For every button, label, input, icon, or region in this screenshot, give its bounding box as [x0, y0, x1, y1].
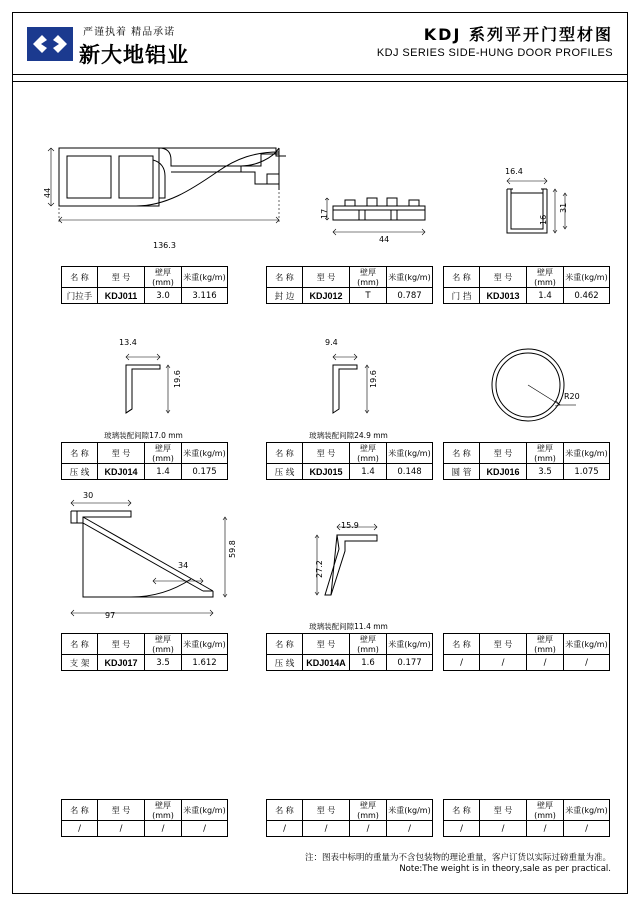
- spec-table-empty-1: [443, 633, 610, 671]
- table-row: [267, 464, 433, 480]
- col-header-thickness: 壁厚(mm): [145, 634, 182, 655]
- dimension-kdj012-width: 44: [379, 235, 390, 244]
- dimension-kdj015-width: 9.4: [325, 338, 338, 347]
- col-header-model: 型 号: [303, 267, 350, 288]
- col-header-weight: 米重(kg/m): [564, 267, 610, 288]
- spec-table-empty-2: [61, 799, 228, 837]
- col-header-thickness: 壁厚(mm): [145, 800, 182, 821]
- logo-block: [21, 21, 321, 69]
- cell-model: KDJ012: [303, 288, 350, 304]
- cell-weight: 1.612: [182, 655, 228, 671]
- dimension-kdj011-width: 136.3: [153, 241, 176, 250]
- table-row: [62, 655, 228, 671]
- col-header-name: 名 称: [267, 267, 303, 288]
- page-header: [13, 13, 627, 75]
- table-row: [444, 288, 610, 304]
- dimension-kdj014-height: 19.6: [173, 370, 182, 388]
- col-header-model: 型 号: [480, 800, 527, 821]
- cell-name: 压 线: [62, 464, 98, 480]
- col-header-thickness: 壁厚(mm): [145, 267, 182, 288]
- cell-name: 门拉手: [62, 288, 98, 304]
- profile-drawing-kdj016: [468, 343, 598, 428]
- col-header-model: 型 号: [98, 800, 145, 821]
- col-header-name: 名 称: [267, 443, 303, 464]
- cell-name: /: [62, 821, 98, 837]
- dimension-kdj013-height: 31: [559, 202, 568, 213]
- spec-table-kdj011: [61, 266, 228, 304]
- col-header-thickness: 壁厚(mm): [350, 267, 387, 288]
- cell-weight: 0.462: [564, 288, 610, 304]
- cell-thickness: /: [527, 821, 564, 837]
- cell-weight: 3.116: [182, 288, 228, 304]
- dimension-kdj017-height: 59.8: [228, 540, 237, 558]
- cell-model: KDJ017: [98, 655, 145, 671]
- table-row: [444, 655, 610, 671]
- col-header-weight: 米重(kg/m): [387, 800, 433, 821]
- col-header-thickness: 壁厚(mm): [350, 800, 387, 821]
- footer-note-en: Note:The weight is in theory,sale as per practical.: [399, 864, 611, 874]
- col-header-model: 型 号: [98, 634, 145, 655]
- dimension-kdj014a-width: 15.9: [341, 521, 359, 530]
- table-row: [444, 464, 610, 480]
- cell-thickness: 3.0: [145, 288, 182, 304]
- profile-drawing-kdj013: [493, 171, 583, 246]
- col-header-weight: 米重(kg/m): [182, 443, 228, 464]
- table-row: [62, 464, 228, 480]
- col-header-model: 型 号: [480, 634, 527, 655]
- dimension-kdj014a-height: 27.2: [315, 560, 324, 578]
- col-header-weight: 米重(kg/m): [182, 800, 228, 821]
- cell-model: /: [98, 821, 145, 837]
- cell-weight: 0.177: [387, 655, 433, 671]
- dimension-kdj016-radius: R20: [564, 392, 580, 401]
- cell-thickness: 1.6: [350, 655, 387, 671]
- spec-table-kdj016: [443, 442, 610, 480]
- col-header-thickness: 壁厚(mm): [527, 267, 564, 288]
- cell-weight: 0.787: [387, 288, 433, 304]
- col-header-name: 名 称: [62, 800, 98, 821]
- cell-model: KDJ011: [98, 288, 145, 304]
- cell-name: /: [267, 821, 303, 837]
- glass-gap-note-kdj015: 玻璃装配间隙24.9 mm: [309, 431, 388, 440]
- profile-drawing-kdj011: [41, 128, 286, 253]
- cell-name: 压 线: [267, 655, 303, 671]
- company-name: 新大地铝业: [79, 43, 189, 67]
- sheet-border: [12, 12, 628, 894]
- dimension-kdj014-width: 13.4: [119, 338, 137, 347]
- cell-thickness: T: [350, 288, 387, 304]
- col-header-name: 名 称: [444, 267, 480, 288]
- cell-thickness: 1.4: [527, 288, 564, 304]
- col-header-thickness: 壁厚(mm): [527, 800, 564, 821]
- page-title-cn: KDJ 系列平开门型材图: [423, 25, 613, 44]
- col-header-name: 名 称: [267, 800, 303, 821]
- col-header-weight: 米重(kg/m): [564, 800, 610, 821]
- cell-name: 压 线: [267, 464, 303, 480]
- spec-table-kdj014: [61, 442, 228, 480]
- table-row: [62, 821, 228, 837]
- col-header-name: 名 称: [62, 267, 98, 288]
- col-header-weight: 米重(kg/m): [387, 634, 433, 655]
- dimension-kdj013-width: 16.4: [505, 167, 523, 176]
- cell-name: /: [444, 655, 480, 671]
- col-header-weight: 米重(kg/m): [387, 443, 433, 464]
- spec-table-empty-4: [443, 799, 610, 837]
- col-header-name: 名 称: [62, 634, 98, 655]
- cell-weight: /: [182, 821, 228, 837]
- col-header-model: 型 号: [303, 443, 350, 464]
- cell-thickness: 1.4: [145, 464, 182, 480]
- spec-table-kdj017: [61, 633, 228, 671]
- col-header-model: 型 号: [480, 267, 527, 288]
- profile-drawing-kdj014: [108, 343, 198, 423]
- col-header-thickness: 壁厚(mm): [350, 634, 387, 655]
- col-header-thickness: 壁厚(mm): [527, 634, 564, 655]
- col-header-thickness: 壁厚(mm): [145, 443, 182, 464]
- profile-drawing-kdj015: [313, 343, 403, 423]
- dimension-kdj012-height: 17: [320, 208, 329, 219]
- cell-weight: 0.148: [387, 464, 433, 480]
- col-header-model: 型 号: [98, 267, 145, 288]
- col-header-weight: 米重(kg/m): [182, 634, 228, 655]
- col-header-name: 名 称: [444, 800, 480, 821]
- footer-note-cn: 注：图表中标明的重量为不含包装物的理论重量，客户订货以实际过磅重量为准。: [304, 853, 611, 863]
- spec-table-kdj013: [443, 266, 610, 304]
- cell-model: KDJ013: [480, 288, 527, 304]
- cell-thickness: /: [350, 821, 387, 837]
- cell-weight: /: [564, 655, 610, 671]
- col-header-model: 型 号: [98, 443, 145, 464]
- col-header-model: 型 号: [303, 800, 350, 821]
- cell-name: 门 挡: [444, 288, 480, 304]
- col-header-name: 名 称: [62, 443, 98, 464]
- col-header-weight: 米重(kg/m): [387, 267, 433, 288]
- cell-name: /: [444, 821, 480, 837]
- glass-gap-note-kdj014a: 玻璃装配间隙11.4 mm: [309, 622, 388, 631]
- dimension-kdj013-inner: 16: [539, 214, 548, 225]
- cell-model: KDJ016: [480, 464, 527, 480]
- col-header-thickness: 壁厚(mm): [527, 443, 564, 464]
- cell-name: 封 边: [267, 288, 303, 304]
- spec-table-empty-3: [266, 799, 433, 837]
- col-header-weight: 米重(kg/m): [564, 634, 610, 655]
- col-header-model: 型 号: [480, 443, 527, 464]
- dimension-kdj011-height: 44: [43, 187, 52, 198]
- spec-table-kdj014a: [266, 633, 433, 671]
- table-row: [62, 288, 228, 304]
- col-header-weight: 米重(kg/m): [564, 443, 610, 464]
- cell-weight: /: [387, 821, 433, 837]
- cell-thickness: /: [527, 655, 564, 671]
- cell-thickness: /: [145, 821, 182, 837]
- spec-table-kdj012: [266, 266, 433, 304]
- cell-weight: /: [564, 821, 610, 837]
- dimension-kdj017-top: 30: [83, 491, 94, 500]
- table-row: [267, 288, 433, 304]
- cell-name: 圆 管: [444, 464, 480, 480]
- cell-thickness: 3.5: [145, 655, 182, 671]
- header-divider: [13, 81, 627, 82]
- col-header-name: 名 称: [444, 634, 480, 655]
- profile-drawing-kdj017: [53, 493, 253, 628]
- page-title-en: KDJ SERIES SIDE-HUNG DOOR PROFILES: [376, 47, 613, 59]
- col-header-name: 名 称: [267, 634, 303, 655]
- col-header-name: 名 称: [444, 443, 480, 464]
- cell-model: KDJ015: [303, 464, 350, 480]
- dimension-kdj017-base: 97: [105, 611, 116, 620]
- cell-thickness: 1.4: [350, 464, 387, 480]
- table-row: [444, 821, 610, 837]
- cell-weight: 0.175: [182, 464, 228, 480]
- cell-model: /: [303, 821, 350, 837]
- cell-model: /: [480, 821, 527, 837]
- table-row: [267, 821, 433, 837]
- cell-thickness: 3.5: [527, 464, 564, 480]
- company-logo-icon: [27, 27, 73, 61]
- glass-gap-note-kdj014: 玻璃装配间隙17.0 mm: [104, 431, 183, 440]
- company-slogan: 严谨执着 精品承诺: [83, 27, 176, 38]
- cell-name: 支 架: [62, 655, 98, 671]
- col-header-weight: 米重(kg/m): [182, 267, 228, 288]
- table-row: [267, 655, 433, 671]
- dimension-kdj017-mid: 34: [178, 561, 189, 570]
- cell-model: KDJ014: [98, 464, 145, 480]
- cell-model: /: [480, 655, 527, 671]
- col-header-thickness: 壁厚(mm): [350, 443, 387, 464]
- dimension-kdj015-height: 19.6: [369, 370, 378, 388]
- spec-table-kdj015: [266, 442, 433, 480]
- cell-model: KDJ014A: [303, 655, 350, 671]
- cell-weight: 1.075: [564, 464, 610, 480]
- col-header-model: 型 号: [303, 634, 350, 655]
